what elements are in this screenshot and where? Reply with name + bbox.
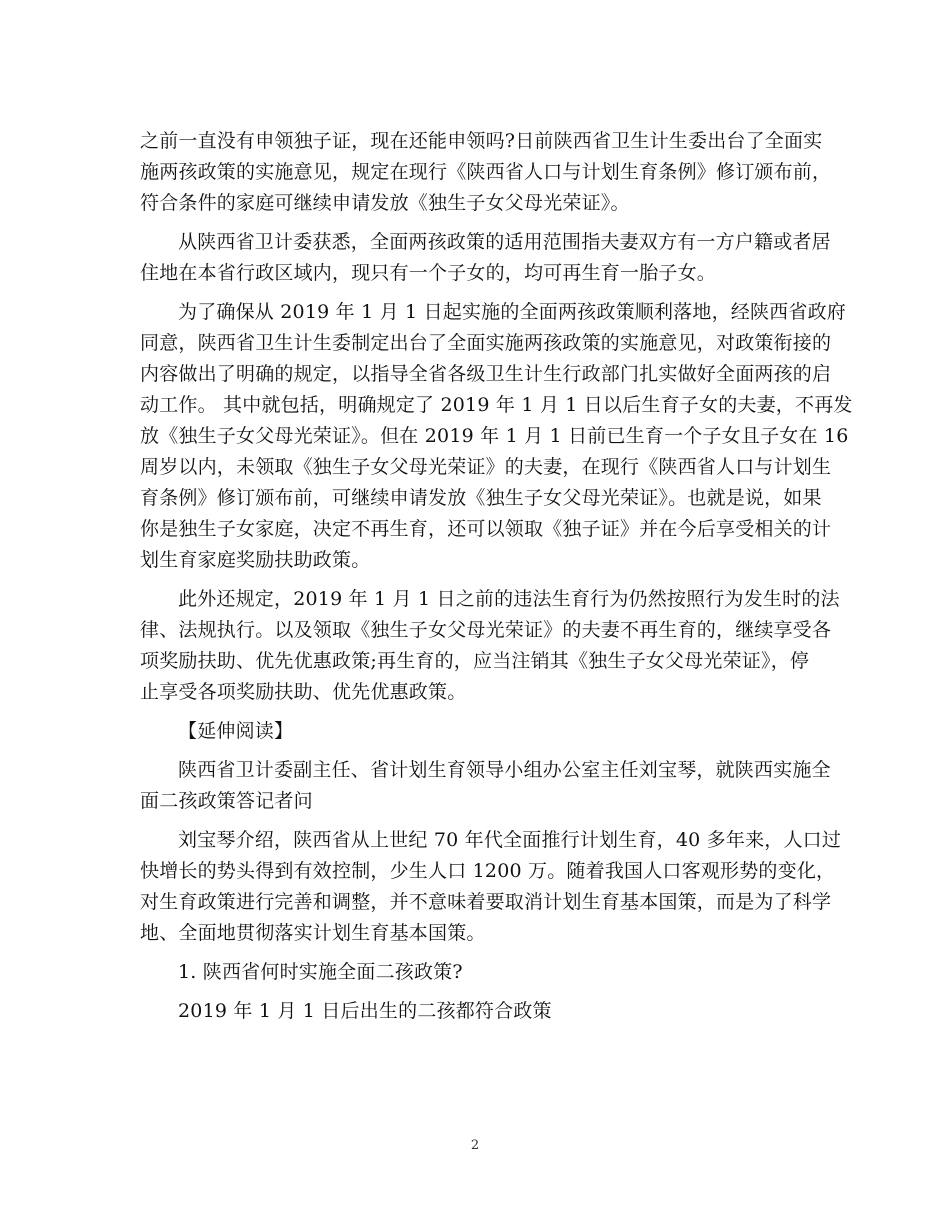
text-line: 住地在本省行政区域内，现只有一个子女的，均可再生育一胎子女。 (140, 262, 717, 284)
question-1 (140, 957, 812, 988)
text-line: 内容做出了明确的规定，以指导全省各级卫生计生行政部门扎实做好全面两孩的启 (140, 363, 832, 385)
text-line: 1. 陕西省何时实施全面二孩政策? (178, 961, 463, 983)
text-line: 项奖励扶助、优先优惠政策;再生育的，应当注销其《独生子女父母光荣证》，停 (140, 650, 810, 672)
text-line: 地、全面地贯彻落实计划生育基本国策。 (140, 922, 486, 944)
page-number: 2 (470, 1138, 480, 1153)
paragraph-1 (140, 126, 832, 219)
text-line: 【延伸阅读】 (178, 720, 294, 742)
text-line: 周岁以内，未领取《独生子女父母光荣证》的夫妻，在现行《陕西省人口与计划生 (140, 456, 832, 478)
text-line: 放《独生子女父母光荣证》。但在 2019 年 1 月 1 日前已生育一个子女且子女在 16 (140, 425, 849, 447)
text-line: 为了确保从 2019 年 1 月 1 日起实施的全面两孩政策顺利落地，经陕西省政府 (178, 301, 846, 323)
paragraph-6 (140, 755, 831, 817)
text-line: 动工作。 其中就包括，明确规定了 2019 年 1 月 1 日以后生育子女的夫妻，不再发 (140, 394, 853, 416)
text-line: 你是独生子女家庭，决定不再生育，还可以领取《独子证》并在今后享受相关的计 (140, 518, 832, 540)
text-line: 面二孩政策答记者问 (140, 790, 313, 812)
text-line: 施两孩政策的实施意见，规定在现行《陕西省人口与计划生育条例》修订颁布前， (140, 161, 832, 183)
text-line: 2019 年 1 月 1 日后出生的二孩都符合政策 (178, 1000, 552, 1022)
document-body (140, 126, 853, 1035)
text-line: 快增长的势头得到有效控制，少生人口 1200 万。随着我国人口客观形势的变化， (140, 860, 836, 882)
text-line: 刘宝琴介绍，陕西省从上世纪 70 年代全面推行计划生育，40 多年来，人口过 (178, 829, 842, 851)
paragraph-7 (140, 825, 842, 949)
paragraph-2 (140, 227, 831, 289)
text-line: 育条例》修订颁布前，可继续申请发放《独生子女父母光荣证》。也就是说，如果 (140, 487, 822, 509)
text-line: 符合条件的家庭可继续申请发放《独生子女父母光荣证》。 (140, 192, 630, 214)
text-line: 划生育家庭奖励扶助政策。 (140, 549, 371, 571)
text-line: 陕西省卫计委副主任、省计划生育领导小组办公室主任刘宝琴，就陕西实施全 (178, 759, 831, 781)
text-line: 止享受各项奖励扶助、优先优惠政策。 (140, 681, 467, 703)
text-line: 对生育政策进行完善和调整，并不意味着要取消计划生育基本国策，而是为了科学 (140, 891, 832, 913)
section-heading-extended-reading (140, 716, 812, 747)
paragraph-3 (140, 297, 853, 576)
text-line: 从陕西省卫计委获悉，全面两孩政策的适用范围指夫妻双方有一方户籍或者居 (178, 231, 831, 253)
answer-1 (140, 996, 812, 1027)
paragraph-4 (140, 584, 840, 708)
text-line: 同意，陕西省卫生计生委制定出台了全面实施两孩政策的实施意见，对政策衔接的 (140, 332, 832, 354)
text-line: 此外还规定，2019 年 1 月 1 日之前的违法生育行为仍然按照行为发生时的法 (178, 588, 840, 610)
text-line: 之前一直没有申领独子证，现在还能申领吗?日前陕西省卫生计生委出台了全面实 (140, 130, 823, 152)
text-line: 律、法规执行。以及领取《独生子女父母光荣证》的夫妻不再生育的，继续享受各 (140, 619, 832, 641)
